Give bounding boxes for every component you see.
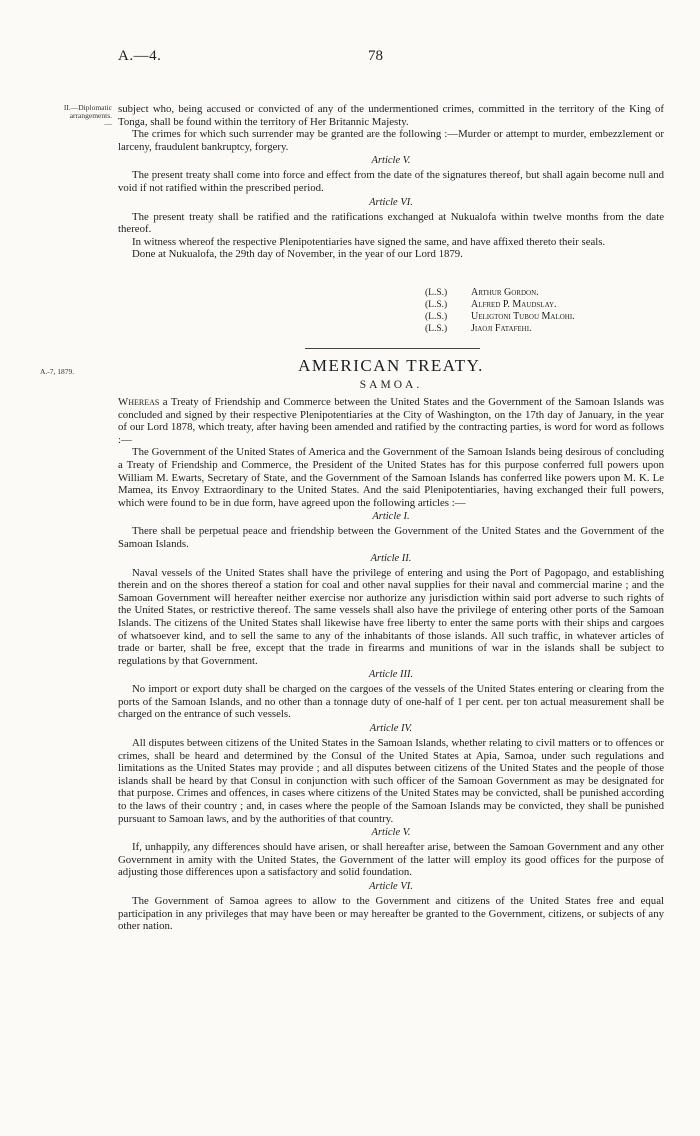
- paragraph: The present treaty shall come into force and effect from the date of the signatures thereof, but shall again become null and void if not ratified within the prescribed period.: [118, 169, 664, 194]
- signatory-name: Jiaoji Fatafehi.: [471, 323, 532, 334]
- american-treaty-body: [118, 396, 664, 933]
- seal-mark: (L.S.): [425, 324, 448, 334]
- signatory-name: Alfred P. Maudslay.: [471, 299, 557, 310]
- article-heading: Article IV.: [369, 723, 413, 735]
- paragraph: Done at Nukualofa, the 29th day of November, in the year of our Lord 1879.: [132, 248, 463, 261]
- margin-note-reference: A.-7, 1879.: [40, 367, 75, 376]
- paragraph: There shall be perpetual peace and friendship between the Government of the United States and the Government of the Samoan Islands.: [118, 525, 664, 550]
- signature-row: [425, 323, 675, 335]
- paragraph: The present treaty shall be ratified and the ratifications exchanged at Nukualofa within twelve months from the date thereof.: [118, 210, 664, 236]
- paragraph: The Government of Samoa agrees to allow to the Government and citizens of the United States free and equal participation in any privileges that may have been or may hereafter be granted to the Government, citizens, or subjects of any other nation.: [118, 895, 664, 933]
- seal-mark: (L.S.): [425, 312, 448, 322]
- article-heading: Article V.: [371, 827, 411, 839]
- paragraph: The crimes for which such surrender may be granted are the following :—Murder or attempt to murder, embezzlement or larceny, fraudulent bankruptcy, forgery.: [118, 128, 664, 153]
- paragraph: The Government of the United States of America and the Government of the Samoan Islands being desirous of concluding a Treaty of Friendship and Commerce, the President of the United States has for this purpose conferred full powers upon William M. Ewarts, Secretary of State, and the Government of the Samoan Islands has conferred like powers upon M. K. Le Mamea, its Envoy Extraordinary to the United States. And the said Plenipotentiaries, having exchanged their full powers, which were found to be in due form, have agreed upon the following articles :—: [118, 446, 664, 509]
- seal-mark: (L.S.): [425, 288, 448, 298]
- article-heading: Article II.: [370, 552, 412, 564]
- paragraph: Naval vessels of the United States shall have the privilege of entering and using the Port of Pagopago, and establishing therein and on the shores thereof a station for coal and other naval supplies for their naval and commercial marine ; and the Samoan Government will hereafter neither exercise nor authorize any jurisdiction within said port adverse to such rights of the United States, or restrictive thereof. The same vessels shall also have the privilege of entering other ports of the Samoan Islands. The citizens of the United States shall likewise have free liberty to enter the same ports with their ships and cargoes of whatsoever kind, and to sell the same to any of the inhabitants of those islands. All such traffic, in whatever articles of trade or barter, shall be free, except that the trade in firearms and munitions of war in the islands shall be subject to regulations by that Government.: [118, 566, 664, 667]
- opening-word: Whereas: [118, 396, 160, 408]
- section-subtitle: SAMOA.: [359, 379, 423, 391]
- signature-row: [425, 311, 675, 323]
- tonga-treaty-continuation: [118, 103, 664, 261]
- page-header: [118, 48, 598, 70]
- seal-mark: (L.S.): [425, 300, 448, 310]
- section-title: AMERICAN TREATY.: [298, 356, 484, 375]
- document-code: A.—4.: [118, 48, 162, 64]
- article-heading: Article V.: [371, 155, 411, 167]
- paragraph: All disputes between citizens of the United States in the Samoan Islands, whether relating to civil matters or to offences or crimes, shall be heard and determined by the Consul of the United States at Apia, Samoa, under such regulations and limitations as the United States may provide ; and all disputes between citizens of the United States and the people of those islands shall be heard by that Consul in conjunction with such officer of the Samoan Government as may be designated for that purpose. Crimes and offences, in cases where citizens of the United States may be convicted, shall be punished according to the laws of their country ; and, in cases where the people of the Samoan Islands may be convicted, they shall be punished pursuant to Samoan laws, and by the authorities of that country.: [118, 737, 664, 825]
- article-heading: Article VI.: [369, 196, 413, 208]
- paragraph: Whereas a Treaty of Friendship and Commerce between the United States and the Government of the Samoan Islands was concluded and signed by their respective Plenipotentiaries at the City of Washington, on the 17th day of January, in the year of our Lord 1878, which treaty, after having been amended and ratified by the contracting parties, is word for word as follows :—: [118, 396, 664, 446]
- article-heading: Article III.: [368, 669, 414, 681]
- article-heading: Article VI.: [369, 881, 413, 892]
- signature-block: [425, 287, 675, 335]
- section-divider: [305, 348, 480, 349]
- margin-note-diplomatic: II.—Diplomatic arrangements. —: [63, 103, 112, 128]
- signatory-name: Ueligtoni Tubou Malohi.: [471, 311, 575, 322]
- article-heading: Article I.: [372, 511, 410, 523]
- signatory-name: Arthur Gordon.: [471, 287, 539, 298]
- paragraph: If, unhappily, any differences should have arisen, or shall hereafter arise, between the Samoan Government and any other Government in amity with the United States, the Government of the latter will employ its good offices for the purpose of adjusting those differences upon a satisfactory and solid foundation.: [118, 841, 664, 879]
- signature-row: [425, 287, 675, 299]
- paragraph: In witness whereof the respective Plenipotentiaries have signed the same, and have affixed thereto their seals.: [132, 235, 606, 248]
- page-number: 78: [368, 48, 383, 64]
- paragraph: subject who, being accused or convicted of any of the undermentioned crimes, committed in the territory of the King of Tonga, shall be found within the territory of Her Britannic Majesty.: [118, 103, 664, 128]
- signature-row: [425, 299, 675, 311]
- paragraph: No import or export duty shall be charged on the cargoes of the vessels of the United States entering or clearing from the ports of the Samoan Islands, and no other than a tonnage duty of one-half of 1 per cent. per ton actual measurement shall be charged on the entrance of such vessels.: [118, 683, 664, 721]
